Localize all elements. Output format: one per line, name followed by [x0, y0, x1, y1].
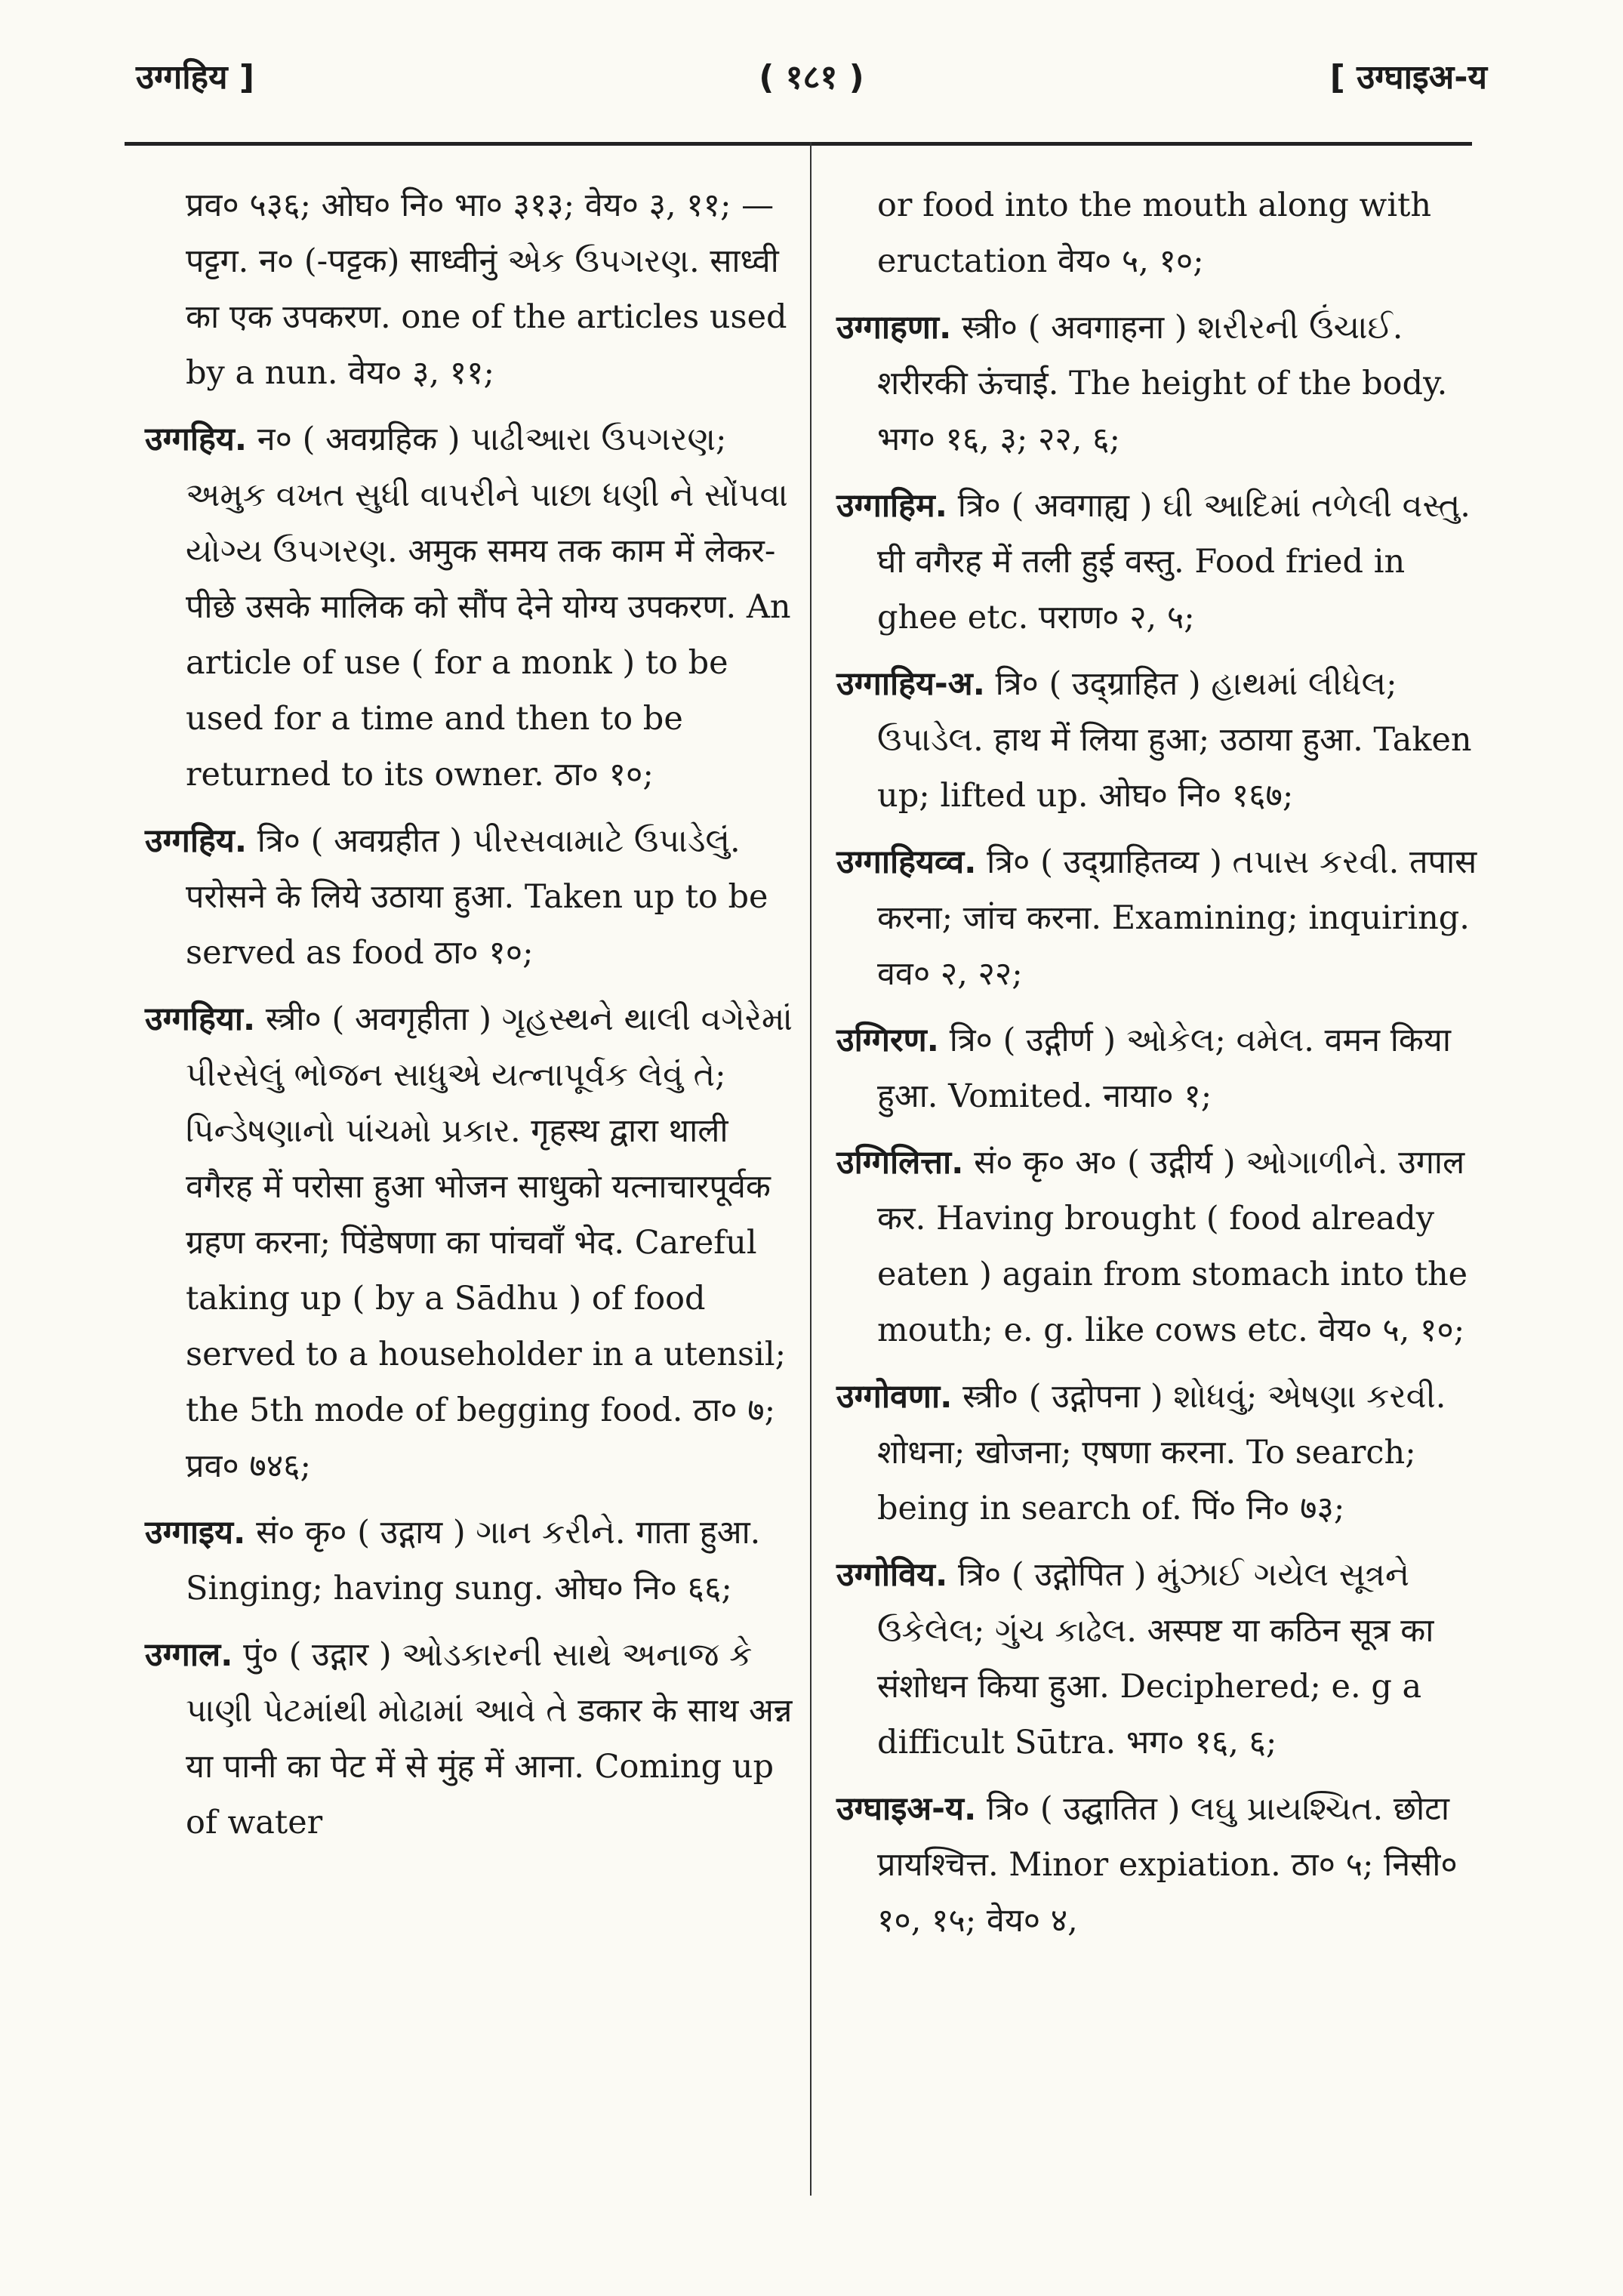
dictionary-entry — [836, 1781, 1486, 1949]
dictionary-entry — [836, 834, 1486, 1002]
entry-text: त्रि० ( उद्ग्राहित ) હાથમાં લીધેલ; ઉપાડેલ. हाथ में लिया हुआ; उठाया हुआ. Taken up; lifted up. ओघ० नि० १६७; — [877, 665, 1472, 815]
dictionary-entry — [836, 177, 1486, 289]
header-right-guideword: [ उग्घाइअ-य — [1329, 58, 1487, 97]
entry-text: प्रव० ५३६; ओघ० नि० भा० ३१३; वेय० ३, ११; —पट्टग. न० (-पट्टक) साध्वीनुं એક ઉપગરણ. साध्वी का एक उपकरण. one of the articles used by a nun. वेय० ३, ११; — [186, 186, 787, 392]
entry-text: त्रि० ( उद्गोपित ) મુંઝાઈ ગયેલ સૂત્રને ઉકેલેલ; ગુંચ કાઢેલ. अस्पष्ट या कठिन सूत्र का संशोधन किया हुआ. Deciphered; e. g a difficult Sūtra. भग० १६, ६; — [877, 1556, 1434, 1761]
entry-text: or food into the mouth along with eructation वेय० ५, १०; — [877, 186, 1432, 280]
entry-text: त्रि० ( उद्घातित ) લઘુ પ્રાયશ્ચિત. छोटा प्रायश्चित्त. Minor expiation. ठा० ५; निसी० १०, १५; वेय० ४, — [877, 1790, 1458, 1940]
entry-text: त्रि० ( अवगाह्य ) ઘી આદિમાં તળેલી વસ્તુ. घी वगैरह में तली हुई वस्तु. Food fried in ghee etc. पराण० २, ५; — [877, 487, 1471, 636]
entry-headword: उग्गाहिय-अ. — [836, 665, 985, 703]
page-number: ( १८१ ) — [759, 58, 864, 97]
entry-headword: उग्गहिय. — [145, 421, 248, 458]
dictionary-entry — [836, 1369, 1486, 1536]
entry-text: त्रि० ( अवग्रहीत ) પીરસવામાટે ઉપાડેલું. परोसने के लिये उठाया हुआ. Taken up to be served as food ठा० १०; — [186, 822, 768, 972]
entry-headword: उग्गहिया. — [145, 1000, 256, 1038]
left-column — [145, 177, 794, 1861]
dictionary-entry — [836, 1547, 1486, 1771]
entry-headword: उग्गोवणा. — [836, 1378, 953, 1416]
entry-headword: उग्गाहणा. — [836, 309, 952, 347]
dictionary-entry — [836, 656, 1486, 824]
dictionary-entry — [836, 1135, 1486, 1358]
entry-headword: उग्घाइअ-य. — [836, 1790, 977, 1828]
entry-text: स्त्री० ( अवगाहना ) શરીરની ઉંચાઈ. शरीरकी ऊंचाई. The height of the body. भग० १६, ३; २२, ६; — [877, 309, 1448, 458]
page-header — [136, 45, 1487, 106]
entry-headword: उग्गाहिम. — [836, 487, 948, 525]
entry-text: स्त्री० ( उद्गोपना ) શોધવું; એષણા કરવી. शोधना; खोजना; एषणा करना. To search; being in search of. पिं० नि० ७३; — [877, 1378, 1446, 1527]
entry-headword: उग्गोविय. — [836, 1556, 948, 1594]
dictionary-entry — [145, 991, 794, 1494]
entry-headword: उग्गाइय. — [145, 1514, 246, 1552]
entry-text: स्त्री० ( अवगृहीता ) ગૃહસ્થને થાલી વગેરેમાં પીરસેલું ભોજન સાધુએ યત્નાપૂર્વક લેવું તે; પિન્ડેષણાનો પાંચમો પ્રકાર. गृहस्थ द्वारा थाली वगैरह में परोसा हुआ भोजन साधुको यत्नाचारपूर्वक ग्रहण करना; पिंडेषणा का पांचवाँ भेद. Careful taking up ( by a Sādhu ) of food served to a householder in a utensil; the 5th mode of begging food. ठा० ७; प्रव० ७४६; — [186, 1000, 793, 1485]
dictionary-entry — [145, 813, 794, 981]
dictionary-entry — [836, 300, 1486, 467]
dictionary-entry — [145, 177, 794, 401]
header-left-guideword: उग्गहिय ] — [136, 58, 254, 97]
entry-headword: उग्गाहियव्व. — [836, 843, 977, 881]
entry-text: न० ( अवग्रहिक ) પાઢીઆરા ઉપગરણ; અમુક વખત સુધી વાપરીને પાછા ધણી ને સોંપવા યોગ્ય ઉપગરણ. अमुक समय तक काम में लेकर-पीछे उसके मालिक को सौंप देने योग्य उपकरण. An article of use ( for a monk ) to be used for a time and then to be returned to its owner. ठा० १०; — [186, 421, 791, 794]
column-divider — [810, 142, 812, 2196]
header-rule — [125, 142, 1472, 146]
entry-text: त्रि० ( उद्गीर्ण ) ઓકેલ; વમેલ. वमन किया हुआ. Vomited. नाया० १; — [877, 1022, 1451, 1115]
dictionary-entry — [145, 1505, 794, 1616]
dictionary-entry — [145, 1627, 794, 1851]
dictionary-entry — [836, 478, 1486, 646]
entry-headword: उग्गिरण. — [836, 1022, 940, 1059]
entry-text: सं० कृ० ( उद्गाय ) ગાન કરીને. गाता हुआ. Singing; having sung. ओघ० नि० ६६; — [186, 1514, 761, 1607]
dictionary-entry — [836, 1012, 1486, 1124]
entry-headword: उग्गिलित्ता. — [836, 1144, 964, 1182]
entry-text: पुं० ( उद्गार ) ઓડકારની સાથે અનાજ કે પાણી પેટમાંથી મોઢામાં આવે તે डकार के साथ अन्न या पानी का पेट में से मुंह में आना. Coming up of water — [186, 1636, 793, 1841]
entry-text: त्रि० ( उद्ग्राहितव्य ) તપાસ કરવી. तपास करना; जांच करना. Examining; inquiring. वव० २, २२; — [877, 843, 1477, 993]
entry-headword: उग्गहिय. — [145, 822, 248, 860]
dictionary-entry — [145, 411, 794, 803]
entry-text: सं० कृ० अ० ( उद्गीर्य ) ઓગાળીને. उगाल कर. Having brought ( food already eaten ) again from stomach into the mouth; e. g. like cows etc. वेय० ५, १०; — [877, 1144, 1468, 1349]
entry-headword: उग्गाल. — [145, 1636, 233, 1674]
right-column — [836, 177, 1486, 1959]
